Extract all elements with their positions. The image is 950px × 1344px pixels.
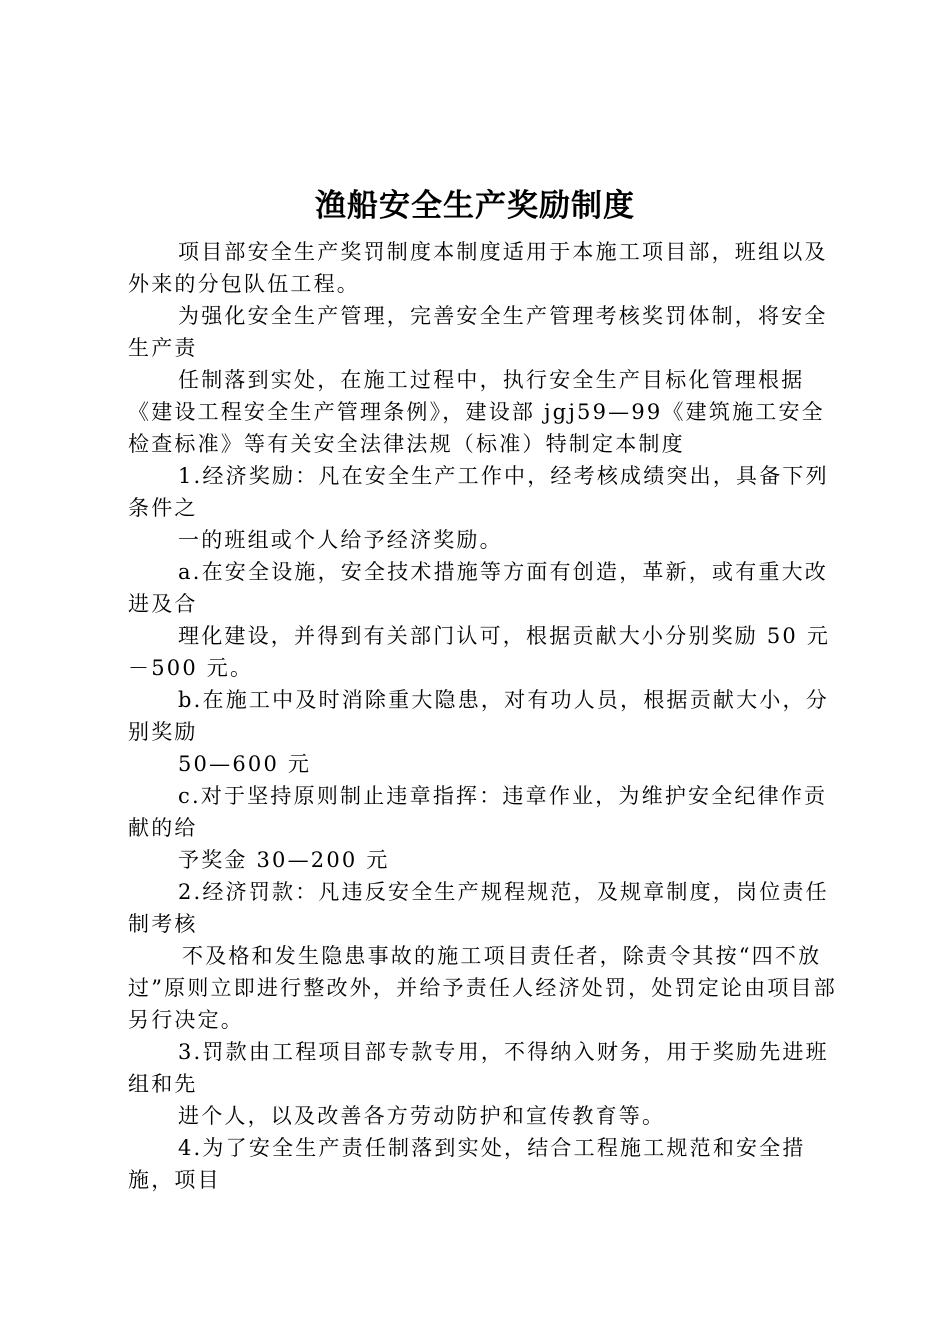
paragraph: 进个人，以及改善各方劳动防护和宣传教育等。 [178,1104,666,1128]
paragraph: 一的班组或个人给予经济奖励。 [178,528,503,552]
paragraph: 项目部安全生产奖罚制度本制度适用于本施工项目部，班组以及外来的分包队伍工程。 [128,240,828,296]
paragraph: 不及格和发生隐患事故的施工项目责任者，除责令其按“四不放过”原则立即进行整改外，并给予责任人经济处罚，处罚定论由项目部另行决定。 [128,944,837,1032]
document-title: 渔船安全生产奖励制度 [315,188,635,224]
paragraph: 任制落到实处，在施工过程中，执行安全生产目标化管理根据《建设工程安全生产管理条例》，建设部 jgj59—99《建筑施工安全检查标准》等有关安全法律法规（标准）特制定本制度 [128,368,825,456]
paragraph: 50—600 元 [178,752,312,776]
paragraph: 理化建设，并得到有关部门认可，根据贡献大小分别奖励 50 元－500 元。 [128,624,831,680]
document-body [128,236,838,1196]
paragraph: 4.为了安全生产责任制落到实处，结合工程施工规范和安全措施，项目 [128,1136,806,1192]
paragraph: 为强化安全生产管理，完善安全生产管理考核奖罚体制，将安全生产责 [128,304,828,360]
paragraph: 3.罚款由工程项目部专款专用，不得纳入财务，用于奖励先进班组和先 [128,1040,829,1096]
paragraph: a.在安全设施，安全技术措施等方面有创造，革新，或有重大改进及合 [128,560,828,616]
paragraph: 2.经济罚款：凡违反安全生产规程规范，及规章制度，岗位责任制考核 [128,880,829,936]
paragraph: 予奖金 30—200 元 [178,848,390,872]
paragraph: b.在施工中及时消除重大隐患，对有功人员，根据贡献大小，分别奖励 [128,688,829,744]
paragraph: 1.经济奖励：凡在安全生产工作中，经考核成绩突出，具备下列条件之 [128,464,829,520]
paragraph: c.对于坚持原则制止违章指挥：违章作业，为维护安全纪律作贡献的给 [128,784,828,840]
